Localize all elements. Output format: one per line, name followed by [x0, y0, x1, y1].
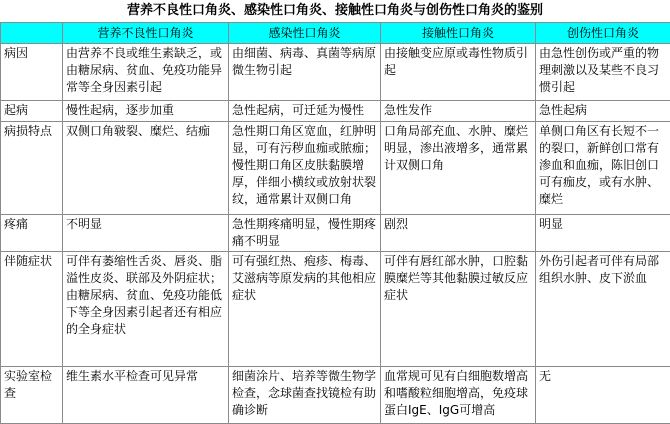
table-cell: 可有强红热、疱疹、梅毒、艾滋病等原发病的其他相应症状: [229, 252, 381, 367]
table-cell: 可伴有萎缩性舌炎、唇炎、脂溢性皮炎、联部及外阴症状；由糖尿病、贫血、免疫功能低下等全身因素引起者还有相应的全身症状: [63, 252, 229, 367]
row-label: 伴随症状: [1, 252, 63, 367]
table-cell: 急性起病，可迁延为慢性: [229, 101, 381, 122]
row-label: 疼痛: [1, 215, 63, 252]
table-row: [1, 101, 670, 122]
table-cell: 急性起病: [536, 101, 670, 122]
table-cell: 由营养不良或维生素缺乏，或由糖尿病、贫血、免疫功能异常等全身因素引起: [63, 44, 229, 101]
header-malnutrition: 营养不良性口角炎: [63, 23, 229, 44]
table-cell: 口角局部充血、水肿、糜烂明显，渗出液增多，通常累计双侧口角: [381, 122, 536, 215]
table-cell: 双侧口角皲裂、糜烂、结痂: [63, 122, 229, 215]
table-cell: 由细菌、病毒、真菌等病原微生物引起: [229, 44, 381, 101]
row-label: 病因: [1, 44, 63, 101]
comparison-table: [0, 22, 670, 424]
table-cell: 由急性创伤或严重的物理刺激以及某些不良习惯引起: [536, 44, 670, 101]
table-cell: 外伤引起者可伴有局部组织水肿、皮下淤血: [536, 252, 670, 367]
table-cell: 维生素水平检查可见异常: [63, 367, 229, 424]
row-label: 实验室检查: [1, 367, 63, 424]
table-row: [1, 215, 670, 252]
table-cell: 可伴有唇红部水肿，口腔黏膜糜烂等其他黏膜过敏反应症状: [381, 252, 536, 367]
table-row: [1, 44, 670, 101]
table-row: [1, 122, 670, 215]
table-cell: 由接触变应原或毒性物质引起: [381, 44, 536, 101]
table-row: [1, 367, 670, 424]
table-title: 营养不良性口角炎、感染性口角炎、接触性口角炎与创伤性口角炎的鉴别: [0, 0, 670, 22]
table-cell: 明显: [536, 215, 670, 252]
table-cell: [229, 122, 381, 215]
table-cell: 无: [536, 367, 670, 424]
table-cell: 急性发作: [381, 101, 536, 122]
table-cell: 血常规可见有白细胞数增高和嗜酸粒细胞增高，免疫球蛋白IgE、IgG可增高: [381, 367, 536, 424]
table-row: [1, 252, 670, 367]
header-contact: 接触性口角炎: [381, 23, 536, 44]
header-traumatic: 创伤性口角炎: [536, 23, 670, 44]
row-label: 病损特点: [1, 122, 63, 215]
header-infectious: 感染性口角炎: [229, 23, 381, 44]
table-cell: 不明显: [63, 215, 229, 252]
table-cell: 急性期疼痛明显，慢性期疼痛不明显: [229, 215, 381, 252]
table-cell: 慢性起病，逐步加重: [63, 101, 229, 122]
header-corner: [1, 23, 63, 44]
table-cell: 细菌涂片、培养等微生物学检查，念球菌查找镜检有助确诊断: [229, 367, 381, 424]
table-cell: 剧烈: [381, 215, 536, 252]
table-cell: 单侧口角区有长短不一的裂口，新鲜创口常有渗血和血痂，陈旧创口可有痂皮，或有水肿、糜烂: [536, 122, 670, 215]
cell-text: 急性期口角区宽血，红肿明显，可有污秽血痂或脓痂；慢性期口角区皮肤黏膜增厚，伴细小横纹或放射状裂纹，通常累计双侧口角: [232, 123, 377, 208]
header-row: [1, 23, 670, 44]
row-label: 起病: [1, 101, 63, 122]
